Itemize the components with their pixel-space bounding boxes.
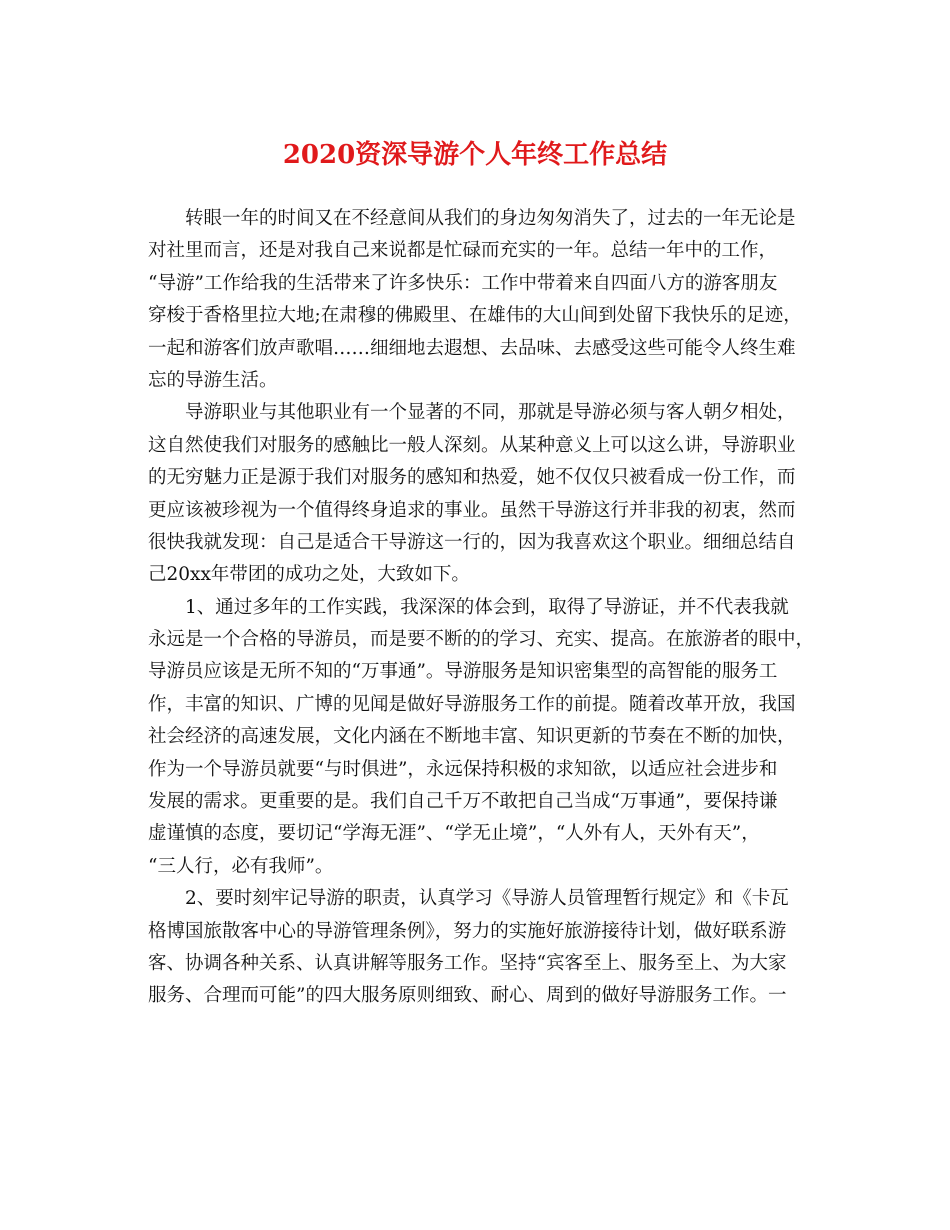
paragraph bbox=[148, 592, 815, 884]
paragraph-line: 服务、合理而可能”的四大服务原则细致、耐心、周到的做好导游服务工作。一 bbox=[148, 985, 787, 1007]
paragraph-line: 很快我就发现：自己是适合干导游这一行的，因为我喜欢这个职业。细细总结自 bbox=[148, 531, 796, 553]
paragraph-line: 1、通过多年的工作实践，我深深的体会到，取得了导游证，并不代表我就 bbox=[185, 596, 789, 618]
paragraph-line: “三人行，必有我师”。 bbox=[148, 855, 334, 877]
paragraph-line: 2、要时刻牢记导游的职责，认真学习《导游人员管理暂行规定》和《卡瓦 bbox=[185, 888, 789, 910]
paragraph-line: 的无穷魅力正是源于我们对服务的感知和热爱，她不仅仅只被看成一份工作，而 bbox=[148, 467, 796, 489]
paragraph-line: 忘的导游生活。 bbox=[148, 369, 278, 391]
paragraph-line: 更应该被珍视为一个值得终身追求的事业。虽然干导游这行并非我的初衷，然而 bbox=[148, 499, 796, 521]
document-body bbox=[148, 203, 815, 1013]
paragraph bbox=[148, 203, 808, 397]
paragraph-line: 导游员应该是无所不知的“万事通”。导游服务是知识密集型的高智能的服务工 bbox=[148, 661, 778, 683]
paragraph-line: 客、协调各种关系、认真讲解等服务工作。坚持“宾客至上、服务至上、为大家 bbox=[148, 952, 787, 974]
paragraph-line: 发展的需求。更重要的是。我们自己千万不敢把自己当成“万事通”，要保持谦 bbox=[148, 791, 778, 813]
paragraph-line: 永远是一个合格的导游员，而是要不断的的学习、充实、提高。在旅游者的眼中， bbox=[148, 629, 815, 651]
paragraph-line: 导游职业与其他职业有一个显著的不同，那就是导游必须与客人朝夕相处， bbox=[185, 402, 796, 424]
paragraph-line: 对社里而言，还是对我自己来说都是忙碌而充实的一年。总结一年中的工作， bbox=[148, 240, 778, 262]
paragraph-line: 格博国旅散客中心的导游管理条例》，努力的实施好旅游接待计划，做好联系游 bbox=[148, 920, 787, 942]
paragraph bbox=[148, 397, 808, 591]
document-title: 2020资深导游个人年终工作总结 bbox=[282, 140, 668, 170]
paragraph bbox=[148, 883, 808, 1013]
paragraph-line: 转眼一年的时间又在不经意间从我们的身边匆匆消失了，过去的一年无论是 bbox=[185, 208, 796, 229]
paragraph-line: 作为一个导游员就要“与时俱进”，永远保持积极的求知欲，以适应社会进步和 bbox=[148, 758, 778, 780]
paragraph-line: 一起和游客们放声歌唱……细细地去遐想、去品味、去感受这些可能令人终生难 bbox=[148, 337, 796, 359]
paragraph-line: 穿梭于香格里拉大地;在肃穆的佛殿里、在雄伟的大山间到处留下我快乐的足迹， bbox=[148, 305, 802, 327]
paragraph-line: 己20xx年带团的成功之处，大致如下。 bbox=[148, 564, 470, 586]
paragraph-line: 作，丰富的知识、广博的见闻是做好导游服务工作的前提。随着改革开放，我国 bbox=[148, 693, 796, 715]
paragraph-line: “导游”工作给我的生活带来了许多快乐：工作中带着来自四面八方的游客朋友 bbox=[148, 272, 778, 294]
paragraph-line: 虚谨慎的态度，要切记“学海无涯”、“学无止境”，“人外有人，天外有天”， bbox=[148, 823, 760, 845]
paragraph-line: 这自然使我们对服务的感触比一般人深刻。从某种意义上可以这么讲，导游职业 bbox=[148, 434, 796, 456]
paragraph-line: 社会经济的高速发展，文化内涵在不断地丰富、知识更新的节奏在不断的加快， bbox=[148, 726, 796, 748]
